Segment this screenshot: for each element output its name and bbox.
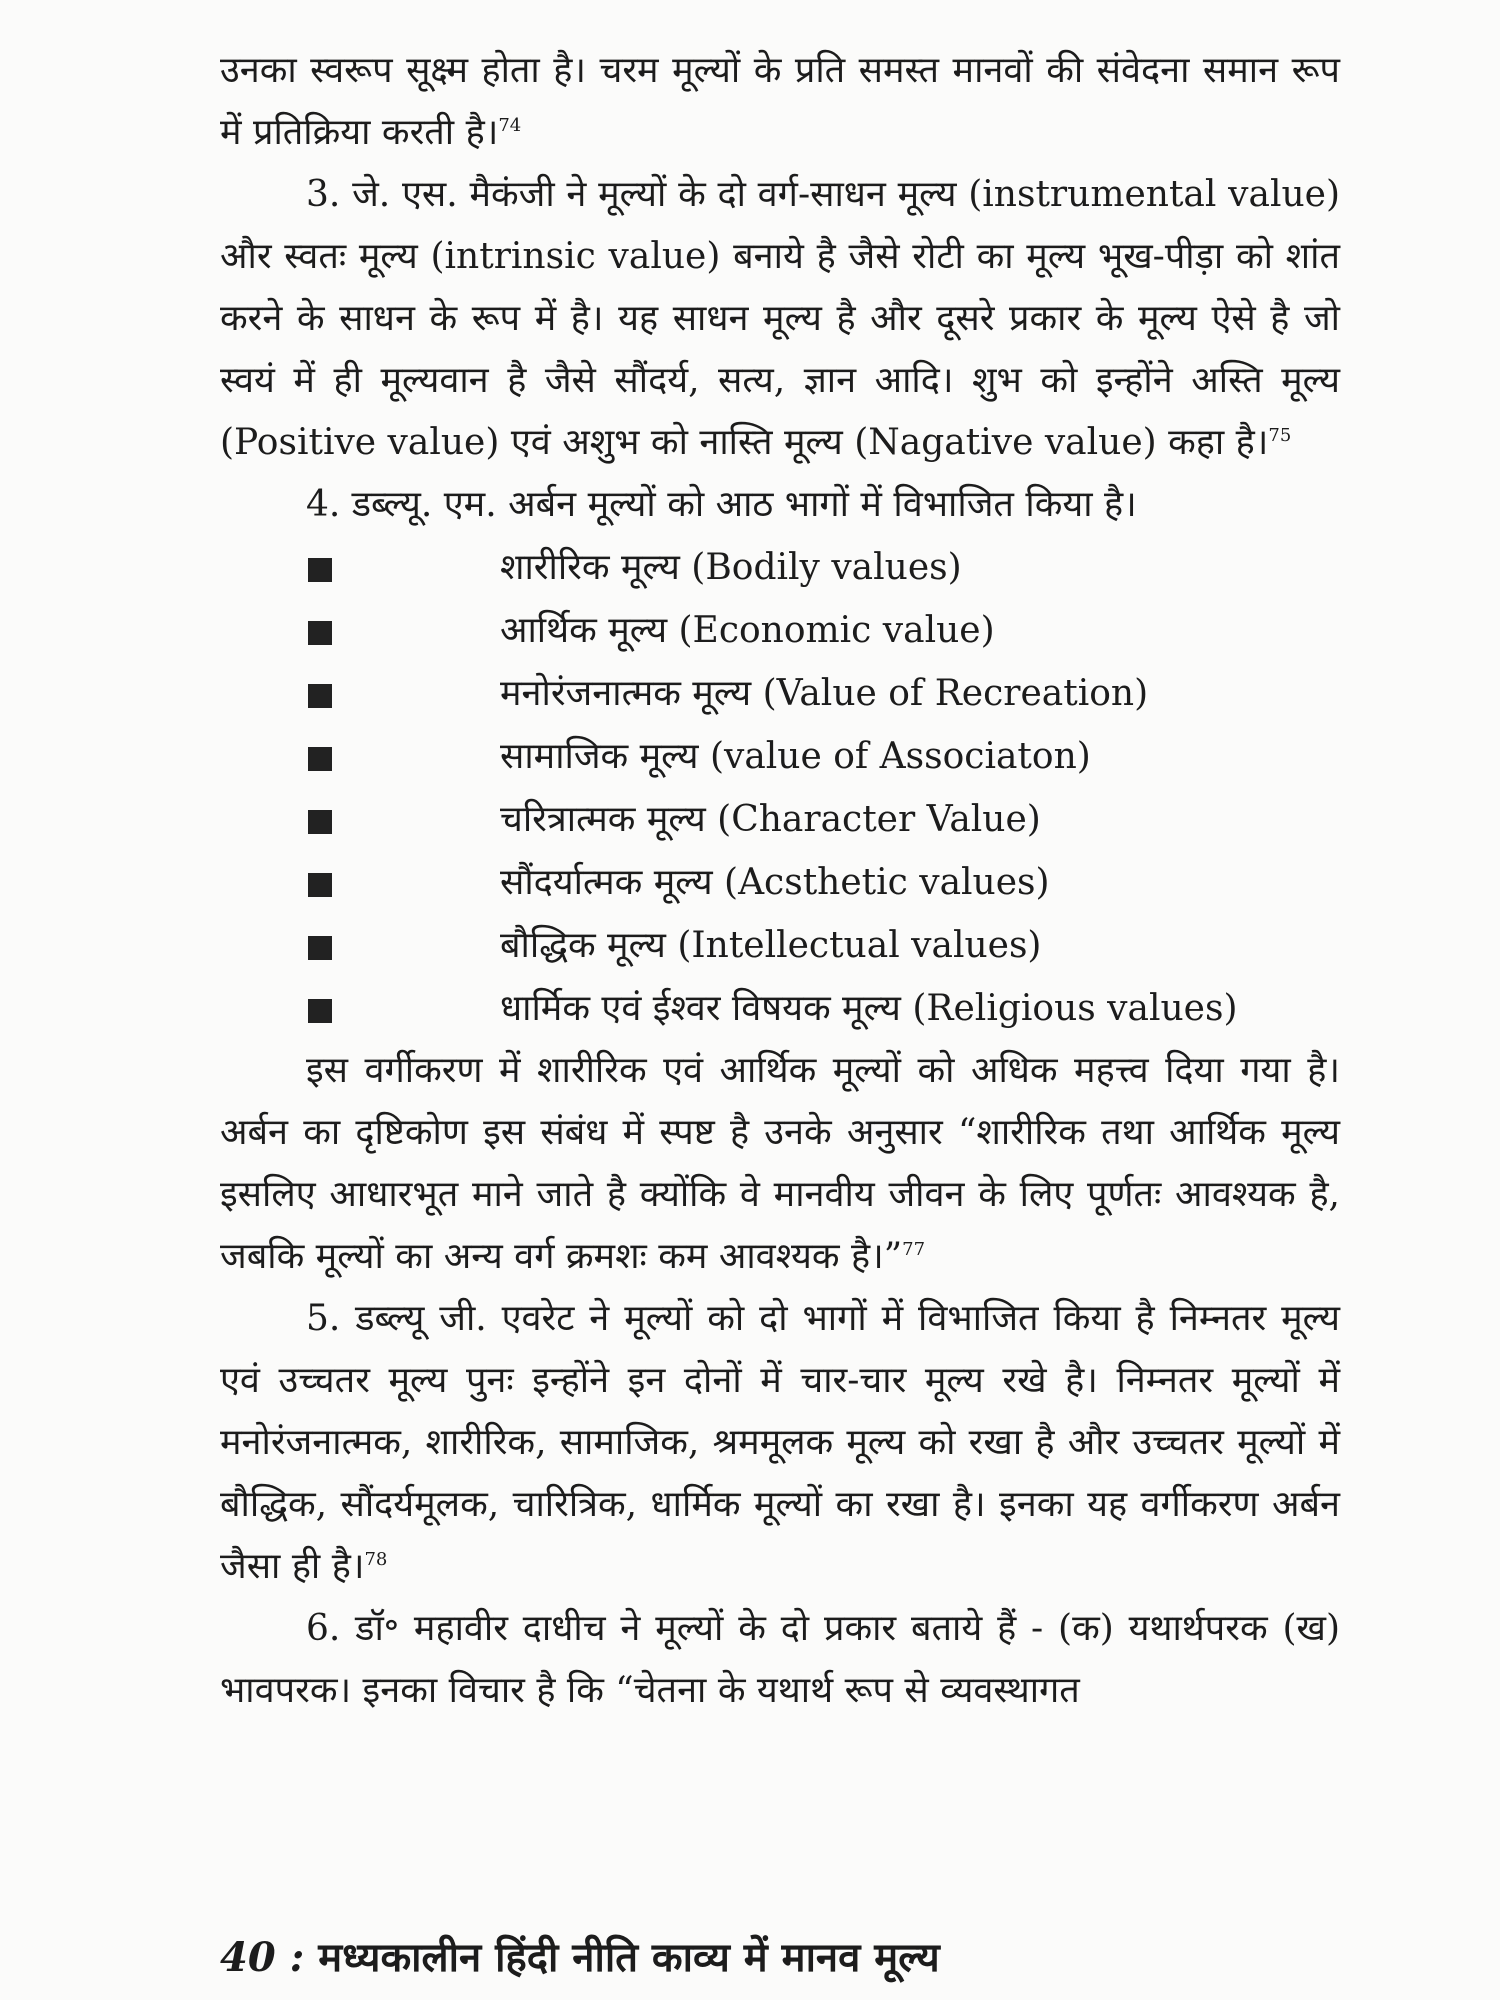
values-list <box>220 536 1340 1040</box>
paragraph-text: 6. डॉ॰ महावीर दाधीच ने मूल्यों के दो प्रकार बताये हैं - (क) यथार्थपरक (ख) भावपरक। इनका विचार है कि “चेतना के यथार्थ रूप से व्यवस्थागत <box>220 1608 1340 1711</box>
list-item: आर्थिक मूल्य (Economic value) <box>220 599 1340 662</box>
list-item: चरित्रात्मक मूल्य (Character Value) <box>220 788 1340 851</box>
paragraph-urban-intro <box>220 474 1340 536</box>
square-bullet-icon <box>308 999 332 1023</box>
square-bullet-icon <box>308 936 332 960</box>
paragraph-mackenzie <box>220 164 1340 474</box>
footnote-ref: 75 <box>1268 425 1292 446</box>
square-bullet-icon <box>308 810 332 834</box>
square-bullet-icon <box>308 873 332 897</box>
square-bullet-icon <box>308 684 332 708</box>
square-bullet-icon <box>308 558 332 582</box>
paragraph-dadhich <box>220 1598 1340 1722</box>
paragraph-text: 4. डब्ल्यू. एम. अर्बन मूल्यों को आठ भागों में विभाजित किया है। <box>306 484 1137 525</box>
page-footer <box>220 1928 940 1983</box>
paragraph-continued <box>220 40 1340 164</box>
paragraph-text: उनका स्वरूप सूक्ष्म होता है। चरम मूल्यों के प्रति समस्त मानवों की संवेदना समान रूप में प्रतिक्रिया करती है। <box>220 50 1340 153</box>
footnote-ref: 78 <box>364 1549 388 1570</box>
list-item: मनोरंजनात्मक मूल्य (Value of Recreation) <box>220 662 1340 725</box>
list-item: सामाजिक मूल्य (value of Associaton) <box>220 725 1340 788</box>
book-title: मध्यकालीन हिंदी नीति काव्य में मानव मूल्य <box>318 1934 940 1981</box>
page-number: 40 : <box>220 1934 305 1981</box>
paragraph-text: 3. जे. एस. मैकंजी ने मूल्यों के दो वर्ग-साधन मूल्य (instrumental value) और स्वतः मूल्य (intrinsic value) बनाये है जैसे रोटी का मूल्य भूख-पीड़ा को शांत करने के साधन के रूप में है। यह साधन मूल्य है और दूसरे प्रकार के मूल्य ऐसे है जो स्वयं में ही मूल्यवान है जैसे सौंदर्य, सत्य, ज्ञान आदि। शुभ को इन्होंने अस्ति मूल्य (Positive value) एवं अशुभ को नास्ति मूल्य (Nagative value) कहा है। <box>220 174 1340 463</box>
list-item: धार्मिक एवं ईश्वर विषयक मूल्य (Religious values) <box>220 977 1340 1040</box>
list-item: शारीरिक मूल्य (Bodily values) <box>220 536 1340 599</box>
square-bullet-icon <box>308 621 332 645</box>
page-body <box>220 40 1340 1722</box>
footnote-ref: 74 <box>498 115 522 136</box>
paragraph-text: 5. डब्ल्यू जी. एवरेट ने मूल्यों को दो भागों में विभाजित किया है निम्नतर मूल्य एवं उच्चतर मूल्य पुनः इन्होंने इन दोनों में चार-चार मूल्य रखे है। निम्नतर मूल्यों में मनोरंजनात्मक, शारीरिक, सामाजिक, श्रममूलक मूल्य को रखा है और उच्चतर मूल्यों में बौद्धिक, सौंदर्यमूलक, चारित्रिक, धार्मिक मूल्यों का रखा है। इनका यह वर्गीकरण अर्बन जैसा ही है। <box>220 1298 1340 1587</box>
paragraph-everett <box>220 1288 1340 1598</box>
paragraph-text: इस वर्गीकरण में शारीरिक एवं आर्थिक मूल्यों को अधिक महत्त्व दिया गया है। अर्बन का दृष्टिकोण इस संबंध में स्पष्ट है उनके अनुसार “शारीरिक तथा आर्थिक मूल्य इसलिए आधारभूत माने जाते है क्योंकि वे मानवीय जीवन के लिए पूर्णतः आवश्यक है, जबकि मूल्यों का अन्य वर्ग क्रमशः कम आवश्यक है।” <box>220 1050 1340 1277</box>
paragraph-urban-classification <box>220 1040 1340 1288</box>
square-bullet-icon <box>308 747 332 771</box>
footnote-ref: 77 <box>902 1239 926 1260</box>
list-item: सौंदर्यात्मक मूल्य (Acsthetic values) <box>220 851 1340 914</box>
list-item: बौद्धिक मूल्य (Intellectual values) <box>220 914 1340 977</box>
